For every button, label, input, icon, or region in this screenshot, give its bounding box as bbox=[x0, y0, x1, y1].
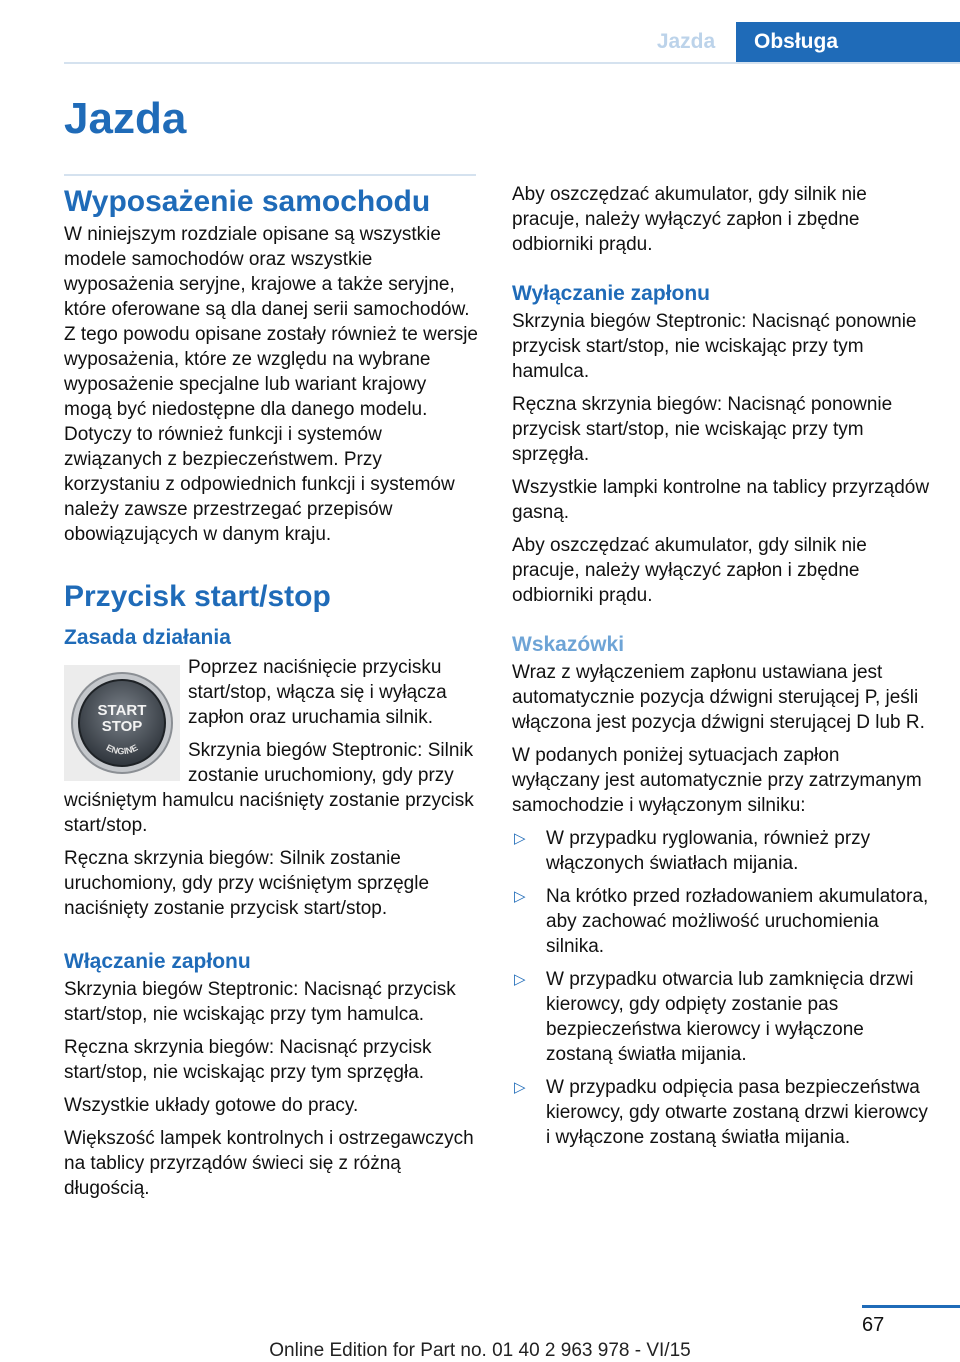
page-number-rule bbox=[862, 1305, 960, 1308]
list-item: ▷ W przypadku ryglowania, również przy włączonych światłach mijania. bbox=[514, 828, 871, 874]
subsection-title-ignition-off: Wyłączanie zapłonu bbox=[512, 282, 710, 305]
ignition-off-paragraph-2: Ręczna skrzynia biegów: Nacisnąć ponownie przycisk start/stop, nie wciskając przy tym sprzęgła. bbox=[512, 394, 893, 465]
principle-paragraph-1: Poprzez naciśnięcie przycisku start/stop, włącza się i wyłącza zapłon oraz uruchamia silnik. bbox=[188, 657, 447, 728]
equipment-paragraph: W niniejszym rozdziale opisane są wszystkie modele samochodów oraz wszystkie wyposażenia seryjne, krajowe a także seryjne, które oferowane są dla danej serii samochodów. Z tego powodu opisane zostały również te wersje wyposażenia, które ze względu na wybrane wyposażenie specjalne lub wariant krajowy mogą być niedostępne dla danego modelu. Dotyczy to również funkcji i systemów związanych z bezpieczeństwem. Przy korzystaniu z odpowiednich funkcji i systemów należy zawsze przestrzegać przepisów obowiązujących w danym kraju. bbox=[64, 224, 479, 545]
ignition-on-paragraph-4: Większość lampek kontrolnych i ostrzegawczych na tablicy przyrządów świeci się z różną długością. bbox=[64, 1128, 474, 1199]
section-title-equipment: Wyposażenie samochodu bbox=[64, 185, 431, 218]
title-divider bbox=[64, 174, 476, 176]
principle-paragraph-2: Skrzynia biegów Steptronic: Silnik zostanie uruchomiony, gdy przy wciśniętym hamulcu naciśnięty zostanie przycisk start/stop. bbox=[64, 740, 474, 836]
list-item: ▷ W przypadku odpięcia pasa bezpieczeństwa kierowcy, gdy otwarte zostaną drzwi kierowcy i wyłączone zostaną światła mijania. bbox=[514, 1077, 928, 1148]
left-column bbox=[64, 182, 478, 1201]
subsection-title-ignition-on: Włączanie zapłonu bbox=[64, 950, 251, 973]
ignition-on-paragraph-3: Wszystkie układy gotowe do pracy. bbox=[64, 1095, 359, 1116]
header-tabs bbox=[636, 22, 960, 62]
ignition-on-paragraph-2: Ręczna skrzynia biegów: Nacisnąć przycisk start/stop, nie wciskając przy tym sprzęgła. bbox=[64, 1037, 432, 1083]
bullet-triangle-icon: ▷ bbox=[514, 971, 526, 988]
page-number: 67 bbox=[862, 1314, 885, 1336]
notes-bullet-list bbox=[512, 826, 930, 1150]
bullet-triangle-icon: ▷ bbox=[514, 888, 526, 905]
bullet-triangle-icon: ▷ bbox=[514, 830, 526, 847]
button-engine-text: ENGINE bbox=[104, 742, 140, 757]
header-divider bbox=[64, 62, 960, 64]
list-item: ▷ Na krótko przed rozładowaniem akumulatora, aby zachować możliwość uruchomienia silnika. bbox=[514, 886, 929, 957]
notes-paragraph-2: W podanych poniżej sytuacjach zapłon wyłączany jest automatycznie przy zatrzymanym samochodzie i wyłączonym silniku: bbox=[512, 745, 922, 816]
edition-footer: Online Edition for Part no. 01 40 2 963 978 - VI/15 bbox=[269, 1340, 691, 1361]
ignition-off-paragraph-1: Skrzynia biegów Steptronic: Nacisnąć ponownie przycisk start/stop, nie wciskając przy tym hamulca. bbox=[512, 311, 917, 382]
tab-obsluga[interactable]: Obsługa bbox=[736, 22, 960, 62]
tab-jazda[interactable]: Jazda bbox=[656, 30, 716, 53]
notes-paragraph-1: Wraz z wyłączeniem zapłonu ustawiana jest automatycznie pozycja dźwigni sterującej P, jeśli włączona jest pozycja dźwigni sterującej D lub R. bbox=[512, 662, 925, 733]
page-title: Jazda bbox=[64, 94, 187, 143]
battery-paragraph: Aby oszczędzać akumulator, gdy silnik nie pracuje, należy wyłączyć zapłon i zbędne odbiorniki prądu. bbox=[512, 184, 867, 255]
button-start-text: START bbox=[97, 702, 147, 719]
subsection-title-principle: Zasada działania bbox=[64, 626, 231, 649]
bullet-triangle-icon: ▷ bbox=[514, 1079, 526, 1096]
list-item: ▷ W przypadku otwarcia lub zamknięcia drzwi kierowcy, gdy odpięty zostanie pas bezpieczeństwa kierowcy i wyłączone zostaną światła mijania. bbox=[514, 969, 914, 1065]
ignition-off-paragraph-4: Aby oszczędzać akumulator, gdy silnik nie pracuje, należy wyłączyć zapłon i zbędne odbiorniki prądu. bbox=[512, 535, 867, 606]
section-title-start-stop: Przycisk start/stop bbox=[64, 580, 331, 613]
right-column bbox=[512, 182, 930, 1158]
start-stop-button-icon bbox=[64, 665, 180, 781]
start-stop-button-image bbox=[64, 665, 180, 781]
subsection-title-notes: Wskazówki bbox=[512, 633, 625, 656]
ignition-off-paragraph-3: Wszystkie lampki kontrolne na tablicy przyrządów gasną. bbox=[512, 477, 930, 523]
button-stop-text: STOP bbox=[101, 718, 143, 735]
ignition-on-paragraph-1: Skrzynia biegów Steptronic: Nacisnąć przycisk start/stop, nie wciskając przy tym hamulca. bbox=[64, 979, 456, 1025]
principle-paragraph-3: Ręczna skrzynia biegów: Silnik zostanie uruchomiony, gdy przy wciśniętym sprzęgle naciśnięty zostanie przycisk start/stop. bbox=[64, 848, 430, 919]
